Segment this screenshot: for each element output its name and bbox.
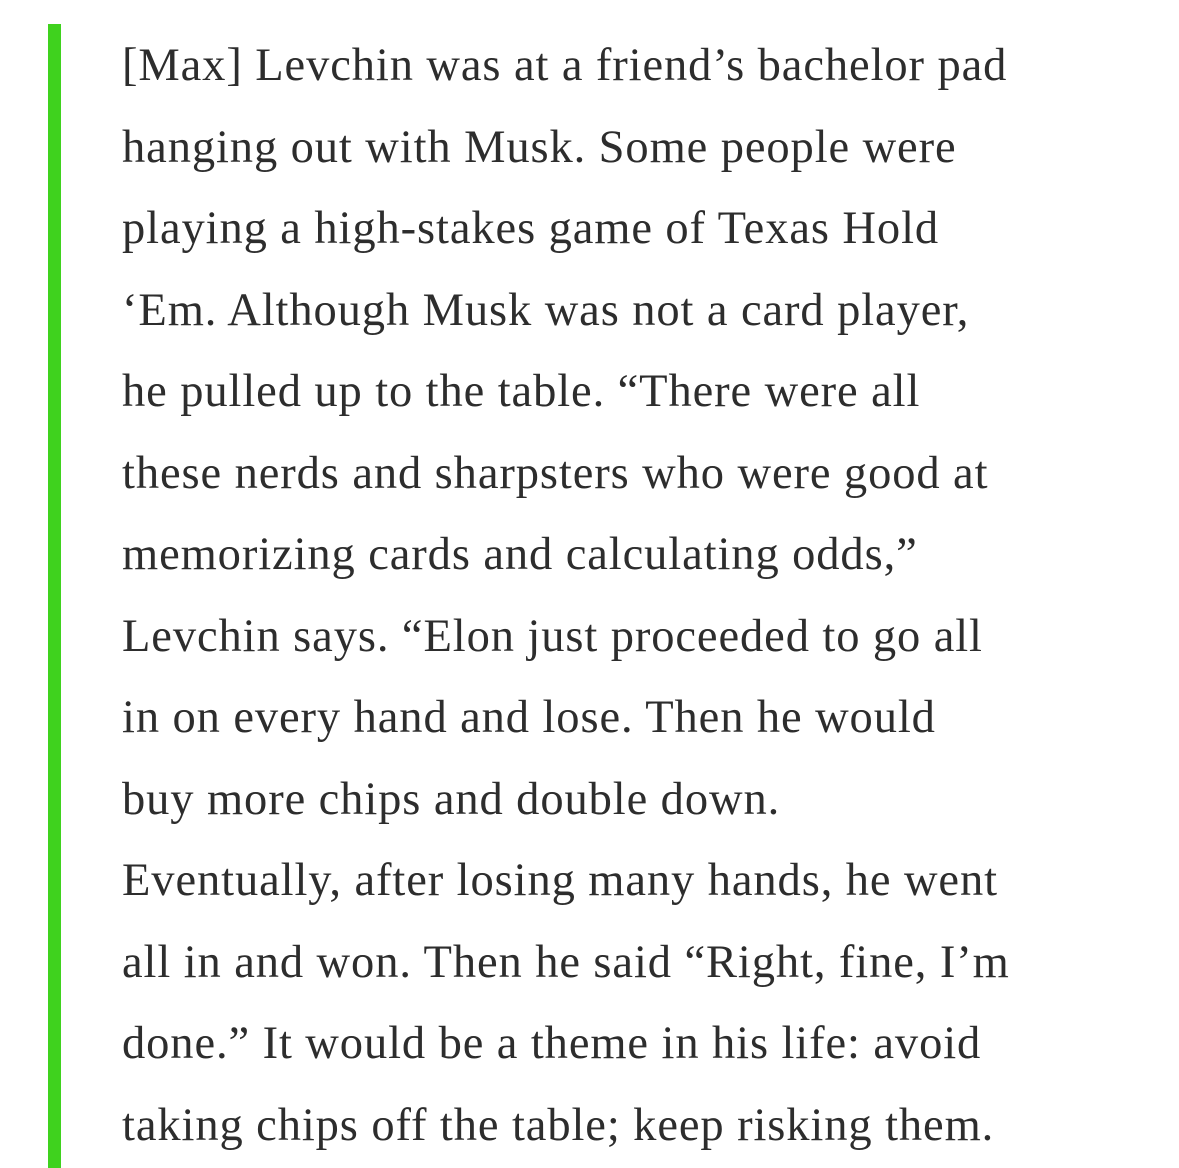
quote-line: [Max] Levchin was at a friend’s bachelor pad	[122, 40, 1008, 91]
quote-line: he pulled up to the table. “There were all	[122, 366, 921, 417]
quote-line: in on every hand and lose. Then he would	[122, 692, 936, 743]
quote-line: ‘Em. Although Musk was not a card player,	[122, 284, 970, 336]
quote-line: these nerds and sharpsters who were good at	[122, 447, 989, 499]
quote-line: all in and won. Then he said “Right, fine, I’m	[122, 936, 1010, 988]
quote-line: memorizing cards and calculating odds,”	[122, 529, 918, 580]
quote-line: hanging out with Musk. Some people were	[122, 121, 957, 173]
quote-accent-bar	[48, 24, 61, 1168]
quote-line: buy more chips and double down.	[122, 773, 781, 825]
quote-line: Levchin says. “Elon just proceeded to go all	[122, 610, 983, 662]
quote-line: playing a high-stakes game of Texas Hold	[122, 203, 940, 254]
quote-line: done.” It would be a theme in his life: avoid	[122, 1018, 982, 1069]
quote-line: taking chips off the table; keep risking them.	[122, 1099, 995, 1151]
quote-line: Eventually, after losing many hands, he went	[122, 855, 998, 906]
quote-paragraph	[122, 25, 1172, 1166]
